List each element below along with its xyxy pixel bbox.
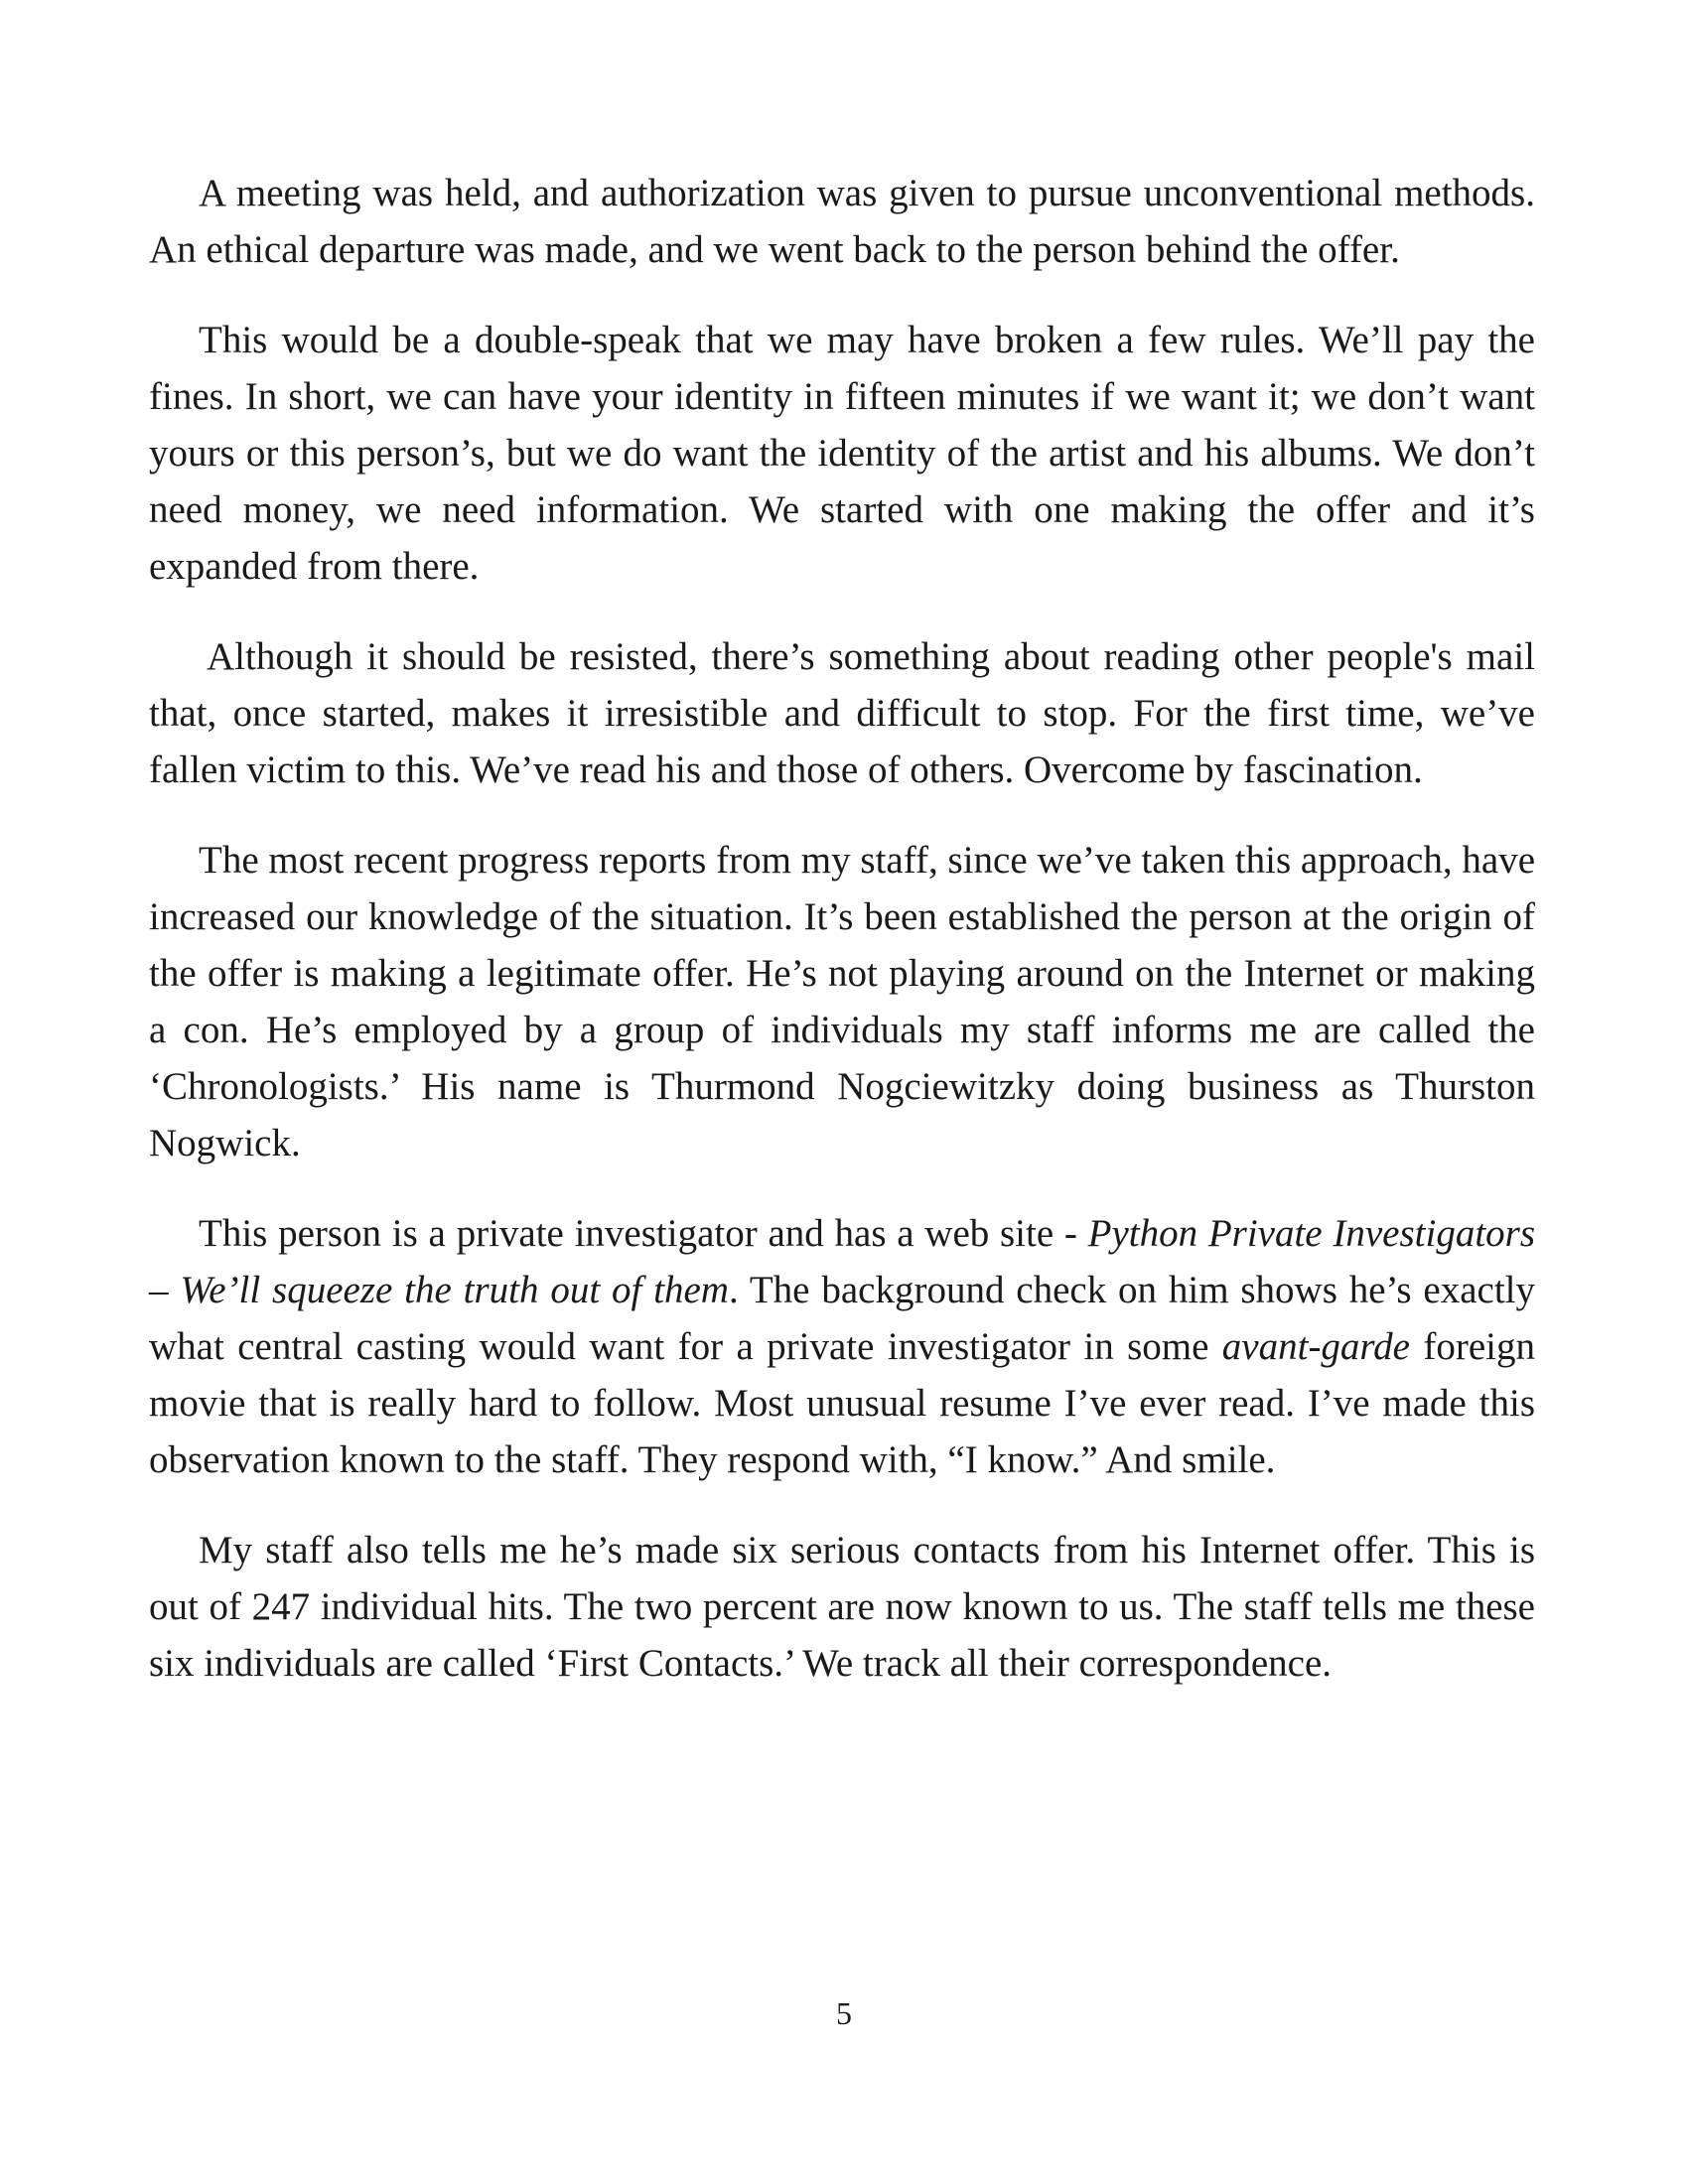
avant-garde-term: avant-garde (1221, 1325, 1410, 1368)
paragraph-5-intro: This person is a private investigator and has a web site - (199, 1212, 1088, 1255)
body-text (149, 165, 1535, 1725)
paragraph-5-middle: . The background check on him shows he’s exactly what central casting would want for a private investigator in some (149, 1269, 1535, 1368)
paragraph-4: The most recent progress reports from my staff, since we’ve taken this approach, have increased our knowledge of the situation. It’s been established the person at the origin of the offer is making a legitimate offer. He’s not playing around on the Internet or making a con. He’s employed by a group of individuals my staff informs me are called the ‘Chronologists.’ His name is Thurmond Nogciewitzky doing business as Thurston Nogwick. (149, 839, 1535, 1164)
paragraph-3: Although it should be resisted, there’s something about reading other people's mail that, once started, makes it irresistible and difficult to stop. For the first time, we’ve fallen victim to this. We’ve read his and those of others. Overcome by fascination. (149, 635, 1535, 791)
paragraph-5 (149, 1205, 1535, 1488)
paragraph-6: My staff also tells me he’s made six serious contacts from his Internet offer. This is out of 247 individual hits. The two percent are now known to us. The staff tells me these six individuals are called ‘First Contacts.’ We track all their correspondence. (149, 1529, 1535, 1685)
paragraph-2: This would be a double-speak that we may have broken a few rules. We’ll pay the fines. In short, we can have your identity in fifteen minutes if we want it; we don’t want yours or this person’s, but we do want the identity of the artist and his albums. We don’t need money, we need information. We started with one making the offer and it’s expanded from there. (149, 319, 1535, 588)
paragraph-5-end: foreign movie that is really hard to follow. Most unusual resume I’ve ever read. I’ve made this observation known to the staff. They respond with, “I know.” And smile. (149, 1325, 1535, 1481)
paragraph-1: A meeting was held, and authorization was given to pursue unconventional methods. An ethical departure was made, and we went back to the person behind the offer. (149, 172, 1535, 271)
page-number: 5 (836, 1995, 852, 2031)
website-name: Python Private Investigators – We’ll squeeze the truth out of them (149, 1212, 1536, 1311)
